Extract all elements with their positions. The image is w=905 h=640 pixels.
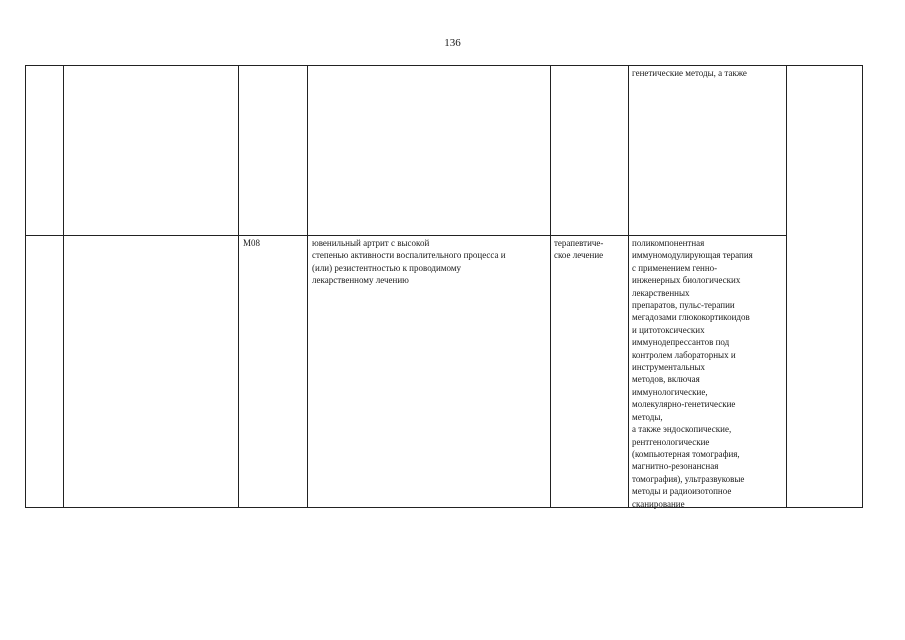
cell-code: M08 <box>243 238 261 248</box>
column-divider <box>786 66 787 507</box>
page-number: 136 <box>444 37 461 49</box>
cell-treatment-type: терапевтиче- ское лечение <box>554 238 604 261</box>
column-divider <box>63 66 64 507</box>
cell-method: поликомпонентная иммуномодулирующая терапия с применением генно- инженерных биологических лекарственных препаратов, пульс-терапии мегадозами глюкокортикоидов и цитотоксических иммунодепрессантов под контролем лабораторных и инструментальных методов, включая иммунологические, молекулярно-генетические методы, а также эндоскопические, рентгенологические (компьютерная томография, магнитно-резонансная томография), ультразвуковые методы и радиоизотопное сканирование <box>632 238 753 509</box>
cell-diagnosis: ювенильный артрит с высокой степенью активности воспалительного процесса и (или) резистентностью к проводимому лекарственному лечению <box>312 238 506 286</box>
medical-care-table <box>25 65 863 508</box>
column-divider <box>550 66 551 507</box>
row-divider <box>26 235 786 236</box>
column-divider <box>628 66 629 507</box>
column-divider <box>307 66 308 507</box>
column-divider <box>238 66 239 507</box>
cell-method-continued: генетические методы, а также <box>632 68 747 78</box>
